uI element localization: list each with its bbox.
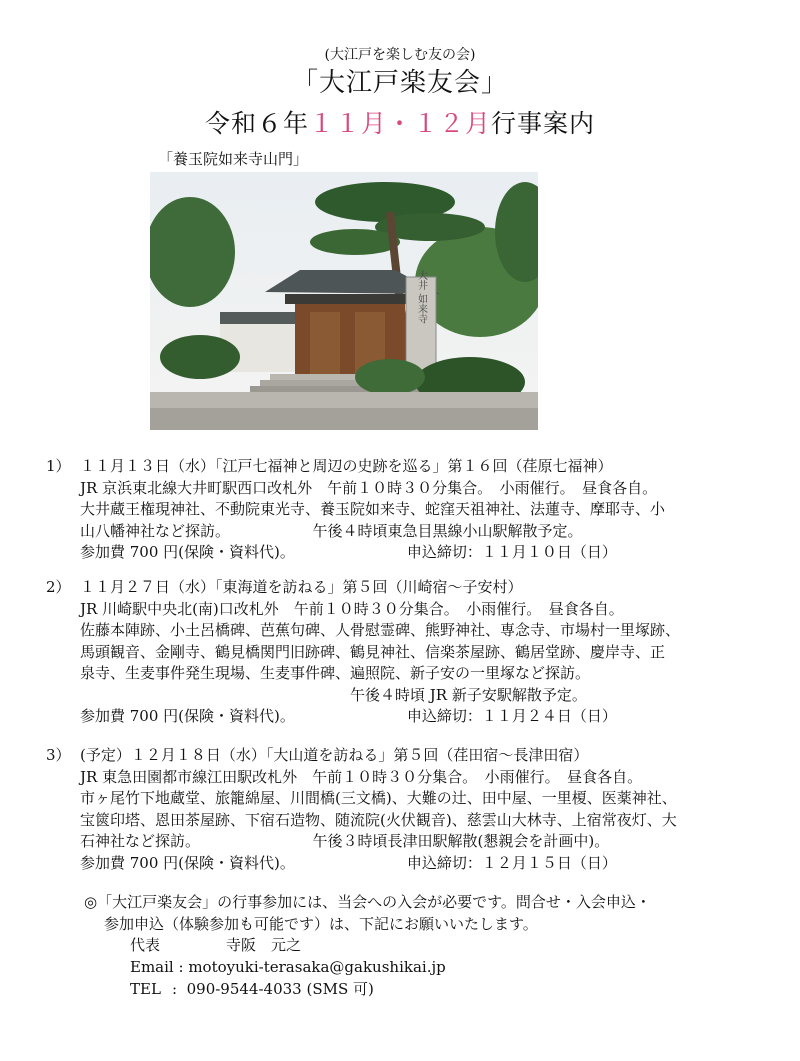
event-route-line: 佐藤本陣跡、小土呂橋碑、芭蕉句碑、人骨慰霊碑、熊野神社、専念寺、市場村一里塚跡、 <box>80 621 681 639</box>
event-route-line: 山八幡神社など探訪。 午後４時頃東急目黒線小山駅解散予定。 <box>80 521 583 540</box>
event-number: 3） <box>46 746 71 764</box>
event-number: 2） <box>46 578 71 596</box>
heading-months: １１月・１２月 <box>308 109 491 138</box>
event-title: １１月２７日（水）「東海道を訪ねる」第５回（川崎宿～子安村） <box>80 578 523 596</box>
heading-suffix: 行事案内 <box>491 109 596 138</box>
event-fee: 参加費 700 円(保険・資料代)。 <box>80 543 295 561</box>
event-meeting: JR 京浜東北線大井町駅西口改札外 午前１０時３０分集合。 小雨催行。 昼食各自。 <box>80 478 658 497</box>
rep-name: 寺阪 元之 <box>226 936 302 954</box>
event-fee: 参加費 700 円(保険・資料代)。 <box>80 707 295 725</box>
contact-block <box>130 934 446 1000</box>
event-title: １１月１３日（水）「江戸七福神と周辺の史跡を巡る」第１６回（荏原七福神） <box>80 457 613 475</box>
tel-number[interactable]: 090-9544-4033 (SMS 可) <box>186 980 374 998</box>
event-deadline: 申込締切：１２月１５日（日） <box>406 853 617 872</box>
event-route-line: 市ヶ尾竹下地蔵堂、旅籠綿屋、川間橋(三文橋)、大難の辻、田中屋、一里榎、医薬神社、 <box>80 789 677 807</box>
event-fee: 参加費 700 円(保険・資料代)。 <box>80 853 295 872</box>
event-heading <box>0 104 800 140</box>
temple-gate-photo <box>150 172 538 430</box>
event-route-line: 泉寺、生麦事件発生現場、生麦事件碑、遍照院、新子安の一里塚など探訪。 <box>80 664 591 682</box>
event-deadline: 申込締切：１１月１０日（日） <box>406 543 617 561</box>
event-meeting: JR 東急田園都市線江田駅改札外 午前１０時３０分集合。 小雨催行。 昼食各自。 <box>80 767 643 786</box>
event-route-line: 大井蔵王権現神社、不動院東光寺、養玉院如来寺、蛇窪天祖神社、法蓮寺、摩耶寺、小 <box>80 500 666 518</box>
membership-notice <box>84 891 651 935</box>
rep-label: 代表 <box>130 936 161 954</box>
notice-line: ◎「大江戸楽友会」の行事参加には、当会への入会が必要です。問合せ・入会申込・ <box>84 893 651 911</box>
tel-separator: : <box>172 980 178 998</box>
notice-line: 参加申込（体験参加も可能です）は、下記にお願いいたします。 <box>104 915 538 933</box>
event-1 <box>46 456 665 564</box>
email-link[interactable]: motoyuki-terasaka@gakushikai.jp <box>188 958 446 976</box>
email-label: Email : <box>130 958 184 976</box>
event-route-line: 宝篋印塔、恩田茶屋跡、下宿石造物、随流院(火伏観音)、慈雲山大林寺、上宿常夜灯、大 <box>80 810 677 829</box>
event-number: 1） <box>46 457 71 475</box>
photo-caption: 「養玉院如来寺山門」 <box>158 150 309 168</box>
page-title: 「大江戸楽友会」 <box>291 68 508 98</box>
event-2 <box>46 577 680 728</box>
event-route-line: 石神社など探訪。 午後３時頃長津田駅解散(懇親会を計画中)。 <box>80 832 610 850</box>
subtitle: (大江戸を楽しむ友の会) <box>324 47 476 63</box>
event-3 <box>46 745 677 874</box>
event-deadline: 申込締切：１１月２４日（日） <box>406 707 617 725</box>
event-meeting: JR 川崎駅中央北(南)口改札外 午前１０時３０分集合。 小雨催行。 昼食各自。 <box>80 599 624 618</box>
event-title: (予定）１２月１８日（水）「大山道を訪ねる」第５回（荏田宿～長津田宿） <box>80 746 589 764</box>
tel-label: TEL <box>130 980 161 998</box>
event-route-line: 馬頭観音、金剛寺、鶴見橋関門旧跡碑、鶴見神社、信楽茶屋跡、鶴居堂跡、慶岸寺、正 <box>80 642 666 661</box>
event-route-line: 午後４時頃 JR 新子安駅解散予定。 <box>80 685 587 704</box>
stone-inscription: 大井 如来寺 <box>415 270 427 324</box>
heading-prefix: 令和６年 <box>204 109 309 138</box>
